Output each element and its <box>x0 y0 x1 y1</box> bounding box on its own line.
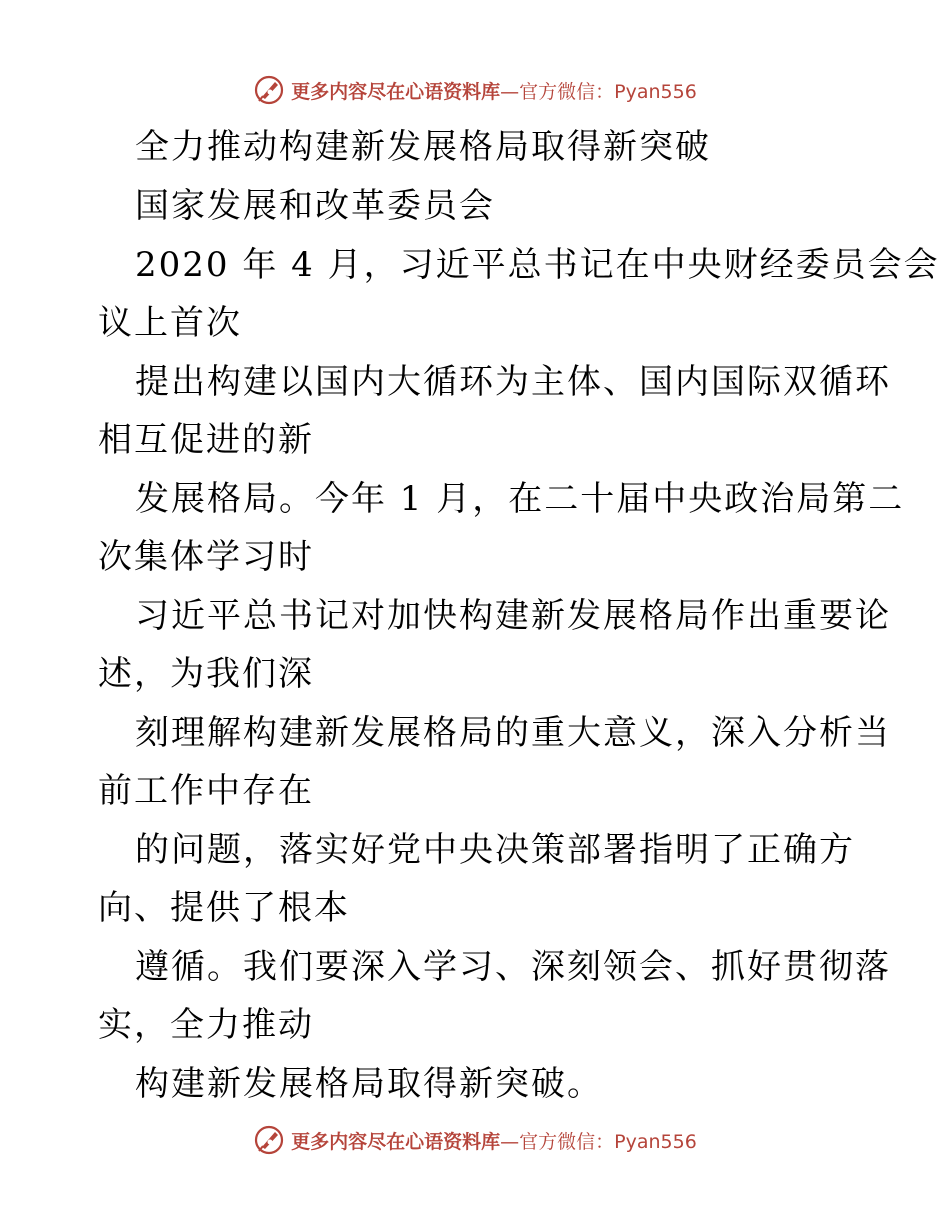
footer-banner-inner <box>253 1124 697 1156</box>
quill-logo-icon <box>253 1124 285 1156</box>
paragraph-line: 述，为我们深 <box>98 654 314 694</box>
paragraph-line: 习近平总书记对加快构建新发展格局作出重要论 <box>135 596 891 636</box>
banner-brand: 更多内容尽在心语资料库 <box>291 1130 501 1153</box>
banner-text <box>291 1127 697 1154</box>
paragraph-line: 的问题，落实好党中央决策部署指明了正确方 <box>135 830 855 870</box>
banner-wechat: 官方微信：Pyan556 <box>519 80 697 103</box>
paragraph-line: 遵循。我们要深入学习、深刻领会、抓好贯彻落 <box>135 947 891 987</box>
document-author: 国家发展和改革委员会 <box>135 186 495 226</box>
paragraph-line: 次集体学习时 <box>98 537 314 577</box>
paragraph-line: 相互促进的新 <box>98 420 314 460</box>
banner-dash: — <box>500 80 520 103</box>
paragraph-line: 提出构建以国内大循环为主体、国内国际双循环 <box>135 362 891 402</box>
banner-dash: — <box>500 1130 520 1153</box>
banner-wechat: 官方微信：Pyan556 <box>519 1130 697 1153</box>
paragraph-line: 2020 年 4 月，习近平总书记在中央财经委员会会 <box>135 245 940 285</box>
paragraph-line: 发展格局。今年 1 月，在二十届中央政治局第二 <box>135 479 905 519</box>
paragraph-line: 前工作中存在 <box>98 771 314 811</box>
document-title: 全力推动构建新发展格局取得新突破 <box>135 127 711 167</box>
paragraph-line: 刻理解构建新发展格局的重大意义，深入分析当 <box>135 713 891 753</box>
paragraph-line: 议上首次 <box>98 303 242 343</box>
paragraph-line: 实，全力推动 <box>98 1005 314 1045</box>
paragraph-line: 构建新发展格局取得新突破。 <box>135 1064 603 1104</box>
banner-brand: 更多内容尽在心语资料库 <box>291 80 501 103</box>
paragraph-line: 向、提供了根本 <box>98 888 350 928</box>
footer-banner <box>0 1120 950 1160</box>
